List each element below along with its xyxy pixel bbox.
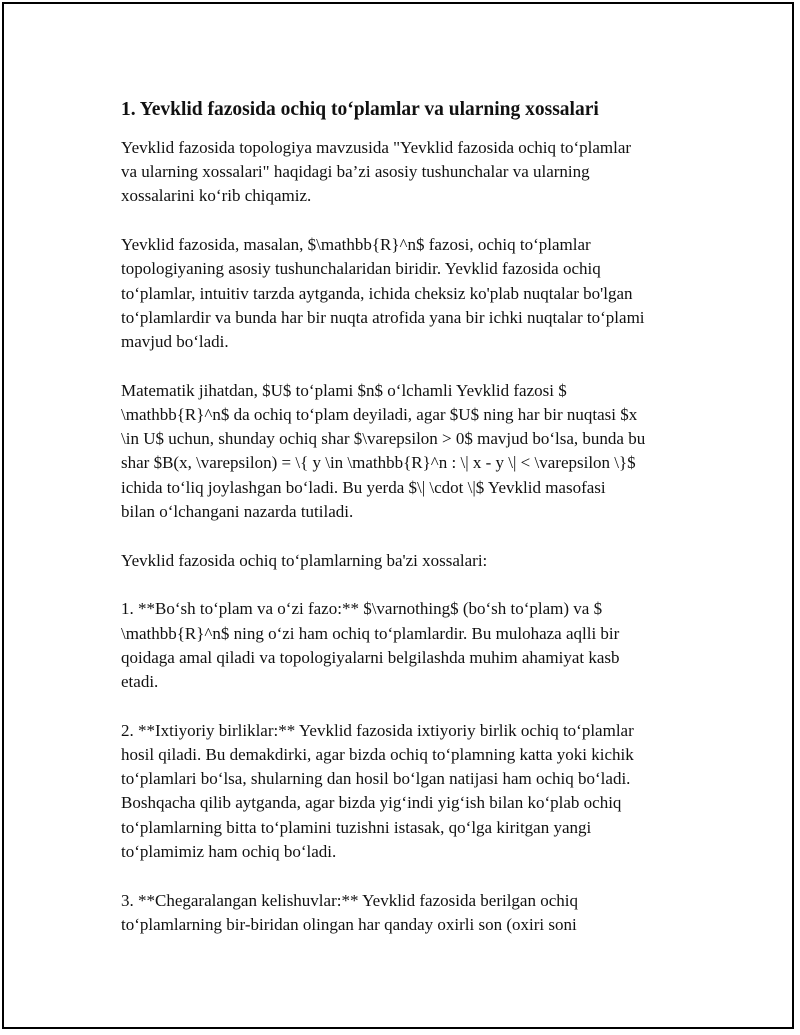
text-line: xossalarini ko‘rib chiqamiz. [121, 186, 312, 206]
document-title: 1. Yevklid fazosida ochiq to‘plamlar va ularning xossalari [121, 99, 599, 120]
property-1-paragraph [121, 597, 701, 694]
text-line: Yevklid fazosida, masalan, $\mathbb{R}^n$ fazosi, ochiq to‘plamlar [121, 235, 591, 255]
text-line: topologiyaning asosiy tushunchalaridan biridir. Yevklid fazosida ochiq [121, 259, 601, 279]
text-line: to‘plamlari bo‘lsa, shularning dan hosil bo‘lgan natijasi ham ochiq bo‘ladi. [121, 769, 631, 789]
text-line: ichida to‘liq joylashgan bo‘ladi. Bu yerda $\| \cdot \|$ Yevklid masofasi [121, 477, 606, 497]
text-line: to‘plamlar, intuitiv tarzda aytganda, ichida cheksiz ko'plab nuqtalar bo'lgan [121, 283, 633, 303]
formal-definition-paragraph [121, 379, 701, 524]
text-line: mavjud bo‘ladi. [121, 332, 229, 352]
text-line: 3. **Chegaralangan kelishuvlar:** Yevklid fazosida berilgan ochiq [121, 890, 578, 910]
text-line: \mathbb{R}^n$ ning o‘zi ham ochiq to‘plamlardir. Bu mulohaza aqlli bir [121, 623, 620, 643]
text-line: to‘plamlarning bir-biridan olingan har qanday oxirli son (oxiri soni [121, 914, 577, 934]
text-line: Boshqacha qilib aytganda, agar bizda yig‘indi yig‘ish bilan ko‘plab ochiq [121, 793, 622, 813]
definition-intro-paragraph [121, 233, 701, 354]
properties-heading-paragraph [121, 549, 701, 573]
document-page [2, 2, 794, 1029]
text-line: 1. **Bo‘sh to‘plam va o‘zi fazo:** $\varnothing$ (bo‘sh to‘plam) va $ [121, 599, 603, 619]
intro-paragraph [121, 136, 701, 209]
text-line: va ularning xossalari" haqidagi ba’zi asosiy tushunchalar va ularning [121, 162, 590, 182]
text-line: etadi. [121, 672, 159, 692]
text-line: \in U$ uchun, shunday ochiq shar $\varepsilon > 0$ mavjud bo‘lsa, bunda bu [121, 429, 646, 449]
property-3-paragraph [121, 889, 701, 937]
text-line: to‘plamlarning bitta to‘plamini tuzishni istasak, qo‘lga kiritgan yangi [121, 817, 592, 837]
document-content [121, 98, 701, 962]
text-line: Yevklid fazosida topologiya mavzusida "Yevklid fazosida ochiq to‘plamlar [121, 138, 632, 157]
text-line: to‘plamimiz ham ochiq bo‘ladi. [121, 841, 337, 861]
text-line: bilan o‘lchangani nazarda tutiladi. [121, 501, 354, 521]
property-2-paragraph [121, 719, 701, 864]
text-line: Yevklid fazosida ochiq to‘plamlarning ba'zi xossalari: [121, 550, 488, 570]
text-line: shar $B(x, \varepsilon) = \{ y \in \mathbb{R}^n : \| x - y \| < \varepsilon \}$ [121, 453, 636, 473]
text-line: qoidaga amal qiladi va topologiyalarni belgilashda muhim ahamiyat kasb [121, 647, 620, 667]
text-line: 2. **Ixtiyoriy birliklar:** Yevklid fazosida ixtiyoriy birlik ochiq to‘plamlar [121, 720, 634, 740]
text-line: hosil qiladi. Bu demakdirki, agar bizda ochiq to‘plamning katta yoki kichik [121, 745, 634, 765]
text-line: \mathbb{R}^n$ da ochiq to‘plam deyiladi, agar $U$ ning har bir nuqtasi $x [121, 405, 638, 425]
text-line: to‘plamlardir va bunda har bir nuqta atrofida yana bir ichki nuqtalar to‘plami [121, 307, 645, 327]
text-line: Matematik jihatdan, $U$ to‘plami $n$ o‘lchamli Yevklid fazosi $ [121, 380, 567, 400]
